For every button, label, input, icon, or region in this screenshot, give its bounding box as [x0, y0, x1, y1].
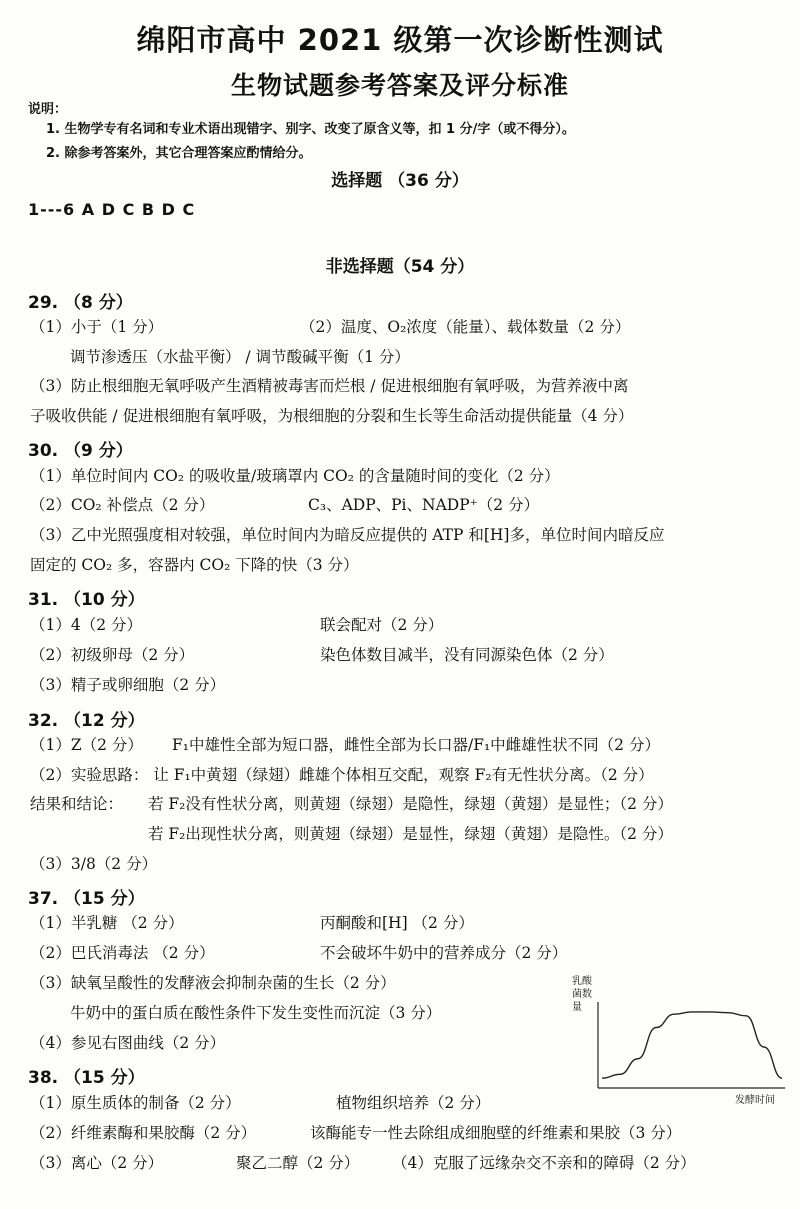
q30-a1: （1）单位时间内 CO₂ 的吸收量/玻璃罩内 CO₂ 的含量随时间的变化（2 分）	[30, 467, 560, 485]
q37-a1a: （1）半乳糖 （2 分）	[30, 914, 184, 932]
q29-a3b: 子吸收供能 / 促进根细胞有氧呼吸，为根细胞的分裂和生长等生命活动提供能量（4 分）	[30, 407, 634, 425]
q38-a3a: （3）离心（2 分）	[30, 1154, 164, 1172]
q32-a2: （2）实验思路： 让 F₁中黄翅（绿翅）雌雄个体相互交配，观察 F₂有无性状分离。（2 分）	[30, 766, 654, 784]
q31-a3: （3）精子或卵细胞（2 分）	[30, 676, 226, 694]
q37-a3b: 牛奶中的蛋白质在酸性条件下发生变性而沉淀（3 分）	[70, 1004, 442, 1022]
lactic-bacteria-curve-chart	[560, 970, 790, 1105]
q29-a2: （2）温度、O₂浓度（能量）、载体数量（2 分）	[300, 318, 631, 336]
q37-heading: 37. （15 分）	[28, 889, 145, 909]
note-1: 1. 生物学专有名词和专业术语出现错字、别字、改变了原含义等，扣 1 分/字（或不得分）。	[46, 122, 575, 137]
q32-a2c2: 若 F₂出现性状分离，则黄翅（绿翅）是显性，绿翅（黄翅）是隐性。（2 分）	[148, 825, 673, 843]
q31-a1b: 联会配对（2 分）	[320, 616, 444, 634]
page-subtitle: 生物试题参考答案及评分标准	[230, 71, 569, 100]
q29-a3a: （3）防止根细胞无氧呼吸产生酒精被毒害而烂根 / 促进根细胞有氧呼吸，为营养液中离	[30, 377, 629, 395]
q32-a2c1: 若 F₂没有性状分离，则黄翅（绿翅）是隐性，绿翅（黄翅）是显性；（2 分）	[148, 795, 673, 813]
section-choice: 选择题 （36 分）	[331, 171, 469, 191]
q32-heading: 32. （12 分）	[28, 711, 145, 731]
q38-a2b: 该酶能专一性去除组成细胞壁的纤维素和果胶（3 分）	[310, 1124, 682, 1142]
q29-heading: 29. （8 分）	[28, 293, 133, 313]
graph-curve	[602, 1012, 782, 1078]
q30-a3a: （3）乙中光照强度相对较强，单位时间内为暗反应提供的 ATP 和[H]多，单位时间内暗反应	[30, 526, 665, 544]
q30-a2a: （2）CO₂ 补偿点（2 分）	[30, 496, 215, 514]
q32-a1a: （1）Z（2 分）	[30, 736, 143, 754]
q38-a3b: 聚乙二醇（2 分）	[236, 1154, 360, 1172]
q37-a2a: （2）巴氏消毒法 （2 分）	[30, 944, 215, 962]
note-2: 2. 除参考答案外，其它合理答案应酌情给分。	[46, 146, 312, 161]
q38-heading: 38. （15 分）	[28, 1068, 145, 1088]
q30-heading: 30. （9 分）	[28, 441, 133, 461]
q37-a2b: 不会破坏牛奶中的营养成分（2 分）	[320, 944, 568, 962]
q29-a2b: 调节渗透压（水盐平衡） / 调节酸碱平衡（1 分）	[70, 348, 410, 366]
q29-a1: （1）小于（1 分）	[30, 318, 164, 336]
q37-a1b: 丙酮酸和[H] （2 分）	[320, 914, 474, 932]
q30-a2b: C₃、ADP、Pi、NADP⁺（2 分）	[308, 496, 540, 514]
notes-heading: 说明：	[28, 102, 68, 117]
q38-a4: （4）克服了远缘杂交不亲和的障碍（2 分）	[392, 1154, 696, 1172]
q38-a1a: （1）原生质体的制备（2 分）	[30, 1094, 241, 1112]
q37-a4: （4）参见右图曲线（2 分）	[30, 1034, 226, 1052]
q38-a2a: （2）纤维素酶和果胶酶（2 分）	[30, 1124, 257, 1142]
q37-a3a: （3）缺氧呈酸性的发酵液会抑制杂菌的生长（2 分）	[30, 974, 396, 992]
q32-results-label: 结果和结论：	[30, 795, 124, 813]
q31-a2a: （2）初级卵母（2 分）	[30, 646, 195, 664]
q38-a1b: 植物组织培养（2 分）	[336, 1094, 491, 1112]
q30-a3b: 固定的 CO₂ 多，容器内 CO₂ 下降的快（3 分）	[30, 556, 359, 574]
choice-answers: 1---6 A D C B D C	[28, 200, 196, 219]
q31-heading: 31. （10 分）	[28, 590, 145, 610]
page-title: 绵阳市高中 2021 级第一次诊断性测试	[136, 23, 664, 57]
q32-a1b: F₁中雄性全部为短口器，雌性全部为长口器/F₁中雌雄性状不同（2 分）	[172, 736, 660, 754]
q31-a1a: （1）4（2 分）	[30, 616, 143, 634]
q32-a3: （3）3/8（2 分）	[30, 855, 158, 873]
graph-ylabel: 乳酸菌数量	[572, 976, 592, 1013]
graph-xlabel: 发酵时间	[735, 1095, 775, 1106]
q31-a2b: 染色体数目减半，没有同源染色体（2 分）	[320, 646, 614, 664]
section-nonchoice: 非选择题（54 分）	[325, 257, 475, 277]
